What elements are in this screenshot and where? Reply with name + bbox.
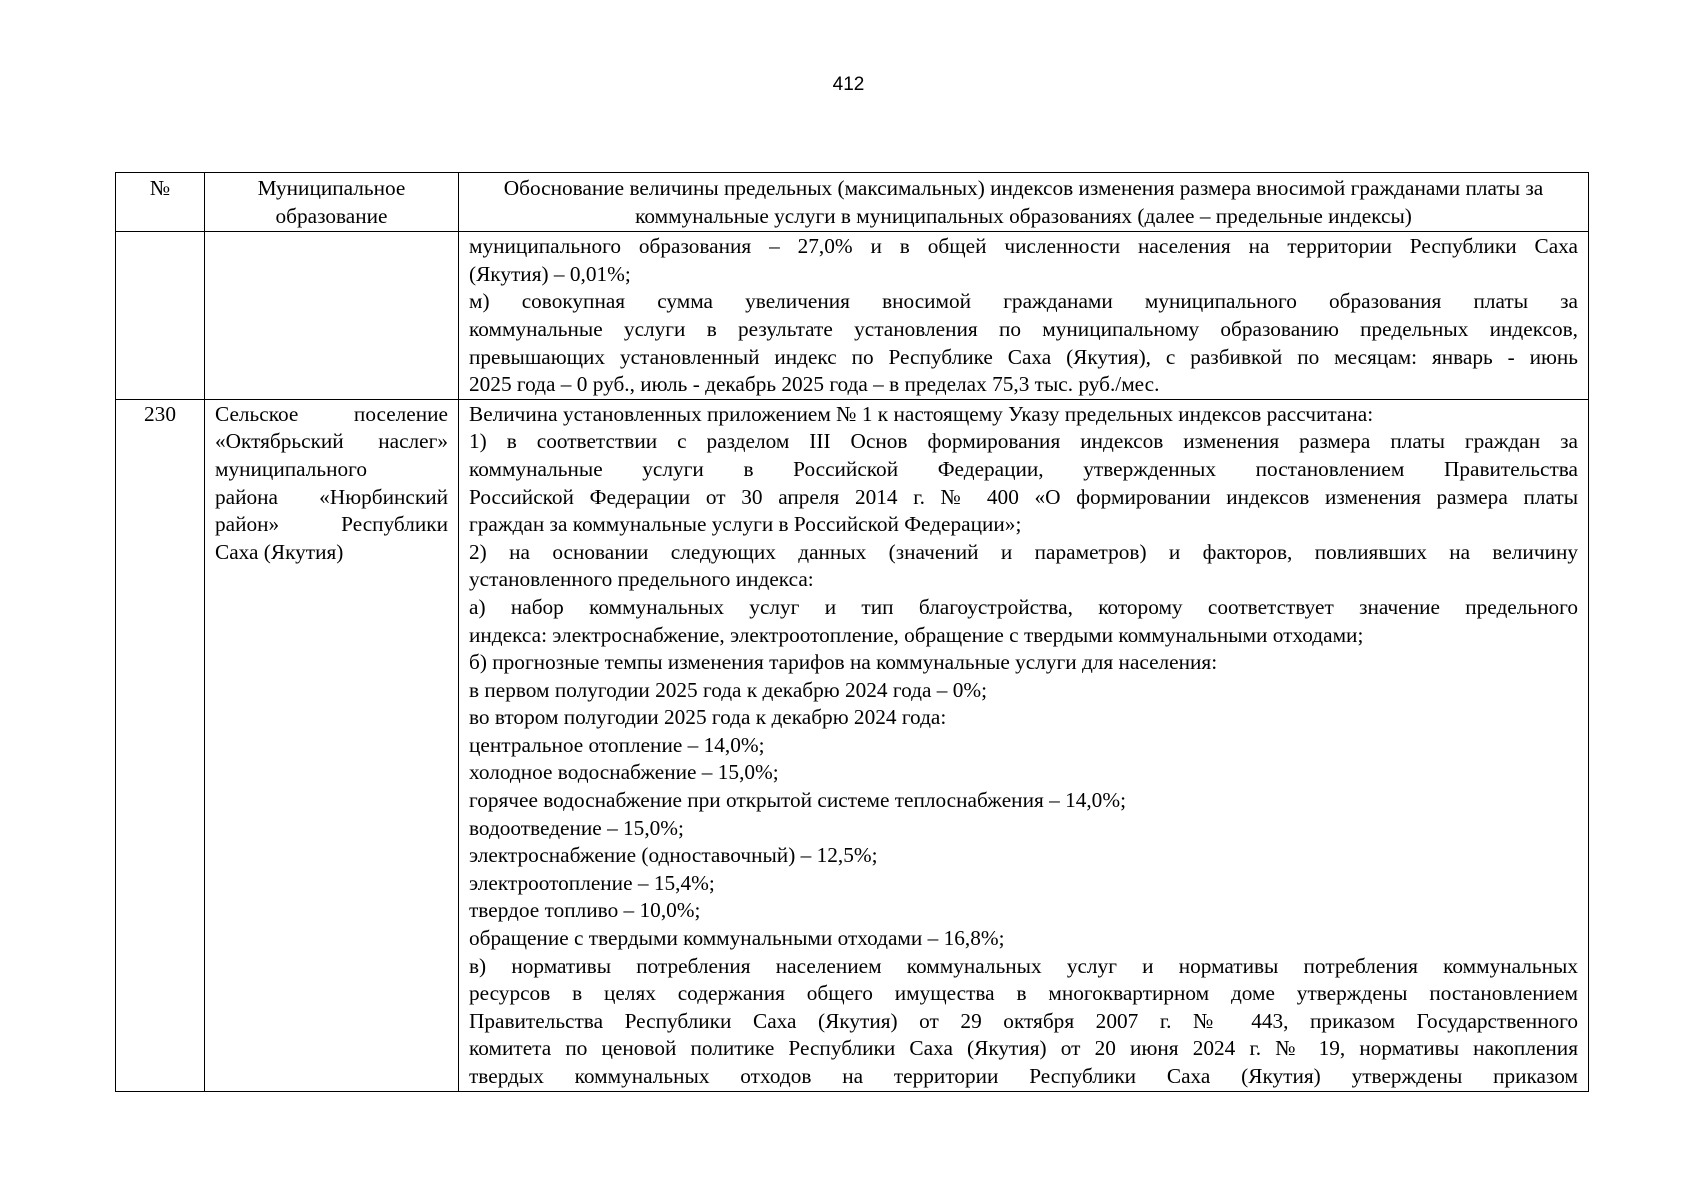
justification-line: 1) в соответствии с разделом III Основ формирования индексов изменения размера платы граждан за	[469, 429, 1578, 454]
header-num: №	[116, 173, 205, 232]
justification-line: 2) на основании следующих данных (значений и параметров) и факторов, повлиявших на величину	[469, 539, 1578, 564]
justification-line: коммунальные услуги в результате установления по муниципальному образованию предельных индексов,	[469, 316, 1578, 341]
justification-line: центральное отопление – 14,0%;	[469, 732, 765, 757]
justification-line: в) нормативы потребления населением коммунальных услуг и нормативы потребления коммунальных	[469, 953, 1578, 978]
justification-line: превышающих установленный индекс по Республике Саха (Якутия), с разбивкой по месяцам: январь - июнь	[469, 344, 1578, 369]
row-municipality	[205, 399, 459, 1091]
justification-line: электроотопление – 15,4%;	[469, 870, 715, 895]
justification-line: Величина установленных приложением № 1 к настоящему Указу предельных индексов рассчитана:	[469, 401, 1374, 426]
justification-line: б) прогнозные темпы изменения тарифов на коммунальные услуги для населения:	[469, 650, 1218, 675]
justification-line: индекса: электроснабжение, электроотопление, обращение с твердыми коммунальными отходами;	[469, 622, 1364, 647]
justification-line: во втором полугодии 2025 года к декабрю 2024 года:	[469, 705, 947, 730]
municipality-line: района «Нюрбинский	[215, 484, 448, 509]
row-number	[116, 232, 205, 400]
justification-table	[115, 172, 1589, 1092]
table-row	[116, 232, 1589, 400]
justification-line: Российской Федерации от 30 апреля 2014 г. № 400 «О формировании индексов изменения размера платы	[469, 484, 1578, 509]
header-justification: Обоснование величины предельных (максимальных) индексов изменения размера вносимой гражданами платы за коммунальные услуги в муниципальных образованиях (далее – предельные индексы)	[459, 173, 1589, 232]
justification-line: комитета по ценовой политике Республики Саха (Якутия) от 20 июня 2024 г. № 19, нормативы накопления	[469, 1036, 1578, 1061]
justification-line: коммунальные услуги в Российской Федерации, утвержденных постановлением Правительства	[469, 456, 1578, 481]
justification-line: муниципального образования – 27,0% и в общей численности населения на территории Республики Саха	[469, 234, 1578, 259]
table-body	[116, 232, 1589, 1091]
justification-line: (Якутия) – 0,01%;	[469, 261, 631, 286]
municipality-line: Саха (Якутия)	[215, 539, 344, 564]
table-header-row	[116, 173, 1589, 232]
justification-line: горячее водоснабжение при открытой системе теплоснабжения – 14,0%;	[469, 788, 1126, 813]
row-municipality	[205, 232, 459, 400]
justification-line: 2025 года – 0 руб., июль - декабрь 2025 года – в пределах 75,3 тыс. руб./мес.	[469, 372, 1160, 397]
justification-line: холодное водоснабжение – 15,0%;	[469, 760, 779, 785]
justification-line: обращение с твердыми коммунальными отходами – 16,8%;	[469, 926, 1005, 951]
justification-line: м) совокупная сумма увеличения вносимой гражданами муниципального образования платы за	[469, 289, 1578, 314]
municipality-line: Сельское поселение	[215, 401, 448, 426]
row-justification	[459, 232, 1589, 400]
page-number: 412	[832, 74, 865, 95]
header-municipality: Муниципальное образование	[205, 173, 459, 232]
justification-line: твердое топливо – 10,0%;	[469, 898, 701, 923]
municipality-line: «Октябрьский наслег»	[215, 429, 448, 454]
row-justification	[459, 399, 1589, 1091]
justification-line: Правительства Республики Саха (Якутия) от 29 октября 2007 г. № 443, приказом Государственного	[469, 1008, 1578, 1033]
justification-line: граждан за коммунальные услуги в Российской Федерации»;	[469, 512, 1022, 537]
justification-line: твердых коммунальных отходов на территории Республики Саха (Якутия) утверждены приказом	[469, 1064, 1578, 1088]
justification-line: электроснабжение (одноставочный) – 12,5%;	[469, 843, 878, 868]
municipality-line: муниципального	[215, 456, 367, 481]
justification-line: в первом полугодии 2025 года к декабрю 2024 года – 0%;	[469, 677, 988, 702]
municipality-line: район» Республики	[215, 512, 448, 537]
row-number: 230	[116, 399, 205, 1091]
justification-line: водоотведение – 15,0%;	[469, 815, 684, 840]
justification-line: установленного предельного индекса:	[469, 567, 814, 592]
justification-line: а) набор коммунальных услуг и тип благоустройства, которому соответствует значение предельного	[469, 594, 1578, 619]
table-row	[116, 399, 1589, 1091]
justification-line: ресурсов в целях содержания общего имущества в многоквартирном доме утверждены постановлением	[469, 981, 1578, 1006]
